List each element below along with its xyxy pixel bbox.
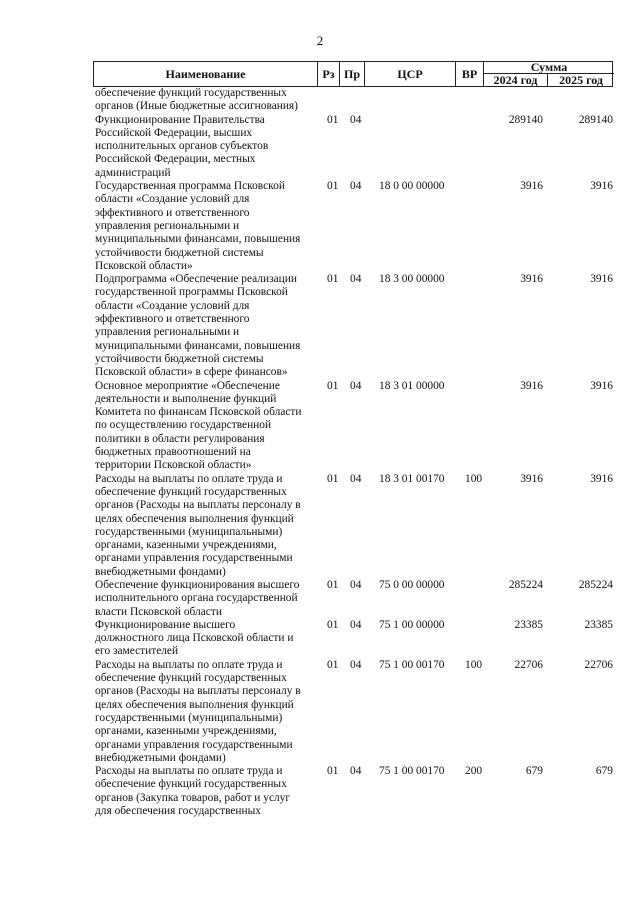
row-csr: 18 0 00 00000 — [379, 180, 445, 193]
row-name-line: Расходы на выплаты по оплате труда и — [95, 472, 283, 485]
header-vr: ВР — [456, 62, 484, 86]
row-amount-2024: 3916 — [520, 472, 543, 485]
row-rz: 01 — [327, 578, 339, 591]
row-name-line: для обеспечения государственных — [95, 805, 261, 818]
row-name-line: администраций — [95, 166, 171, 179]
row-name-line: органами управления государственными — [95, 738, 293, 751]
row-pr: 04 — [350, 618, 362, 631]
row-name-line: исполнительного органа государственной — [95, 592, 298, 605]
row-name-line: муниципальными финансами, повышения — [95, 339, 301, 352]
row-name-line: Российской Федерации, местных — [95, 153, 256, 166]
row-name-line: органами, казенными учреждениями, — [95, 539, 277, 552]
row-pr: 04 — [350, 658, 362, 671]
row-name-line: государственной программы Псковской — [95, 286, 288, 299]
row-name-line: органами управления государственными — [95, 552, 293, 565]
row-amount-2024: 22706 — [514, 658, 543, 671]
row-rz: 01 — [327, 765, 339, 778]
row-name-line: политики в области регулирования — [95, 432, 265, 445]
row-csr: 75 1 00 00170 — [379, 658, 445, 671]
row-name-line: Функционирование Правительства — [95, 113, 265, 126]
row-name-line: области «Создание условий для — [95, 193, 250, 206]
row-csr: 18 3 01 00170 — [379, 472, 445, 485]
row-csr: 18 3 01 00000 — [379, 379, 445, 392]
row-name-line: Псковской области» — [95, 259, 193, 272]
row-amount-2024: 23385 — [514, 618, 543, 631]
row-name-line: обеспечение функций государственных — [95, 672, 287, 685]
row-name-line: устойчивости бюджетной системы — [95, 246, 264, 259]
row-name-line: территории Псковской области» — [95, 459, 252, 472]
row-name-line: управления региональными и — [95, 326, 240, 339]
row-name-line: области «Создание условий для — [95, 299, 250, 312]
row-amount-2025: 22706 — [584, 658, 613, 671]
row-name-line: эффективного и ответственного — [95, 313, 250, 326]
row-name-line: бюджетных правоотношений на — [95, 446, 251, 459]
row-pr: 04 — [350, 765, 362, 778]
page-number: 2 — [316, 33, 324, 48]
row-name-line: внебюджетными фондами) — [95, 565, 226, 578]
table-row — [0, 579, 640, 619]
row-name-line: обеспечение функций государственных — [95, 485, 287, 498]
row-name-line: Основное мероприятие «Обеспечение — [95, 379, 280, 392]
row-vr: 100 — [465, 472, 483, 485]
row-rz: 01 — [327, 113, 339, 126]
row-amount-2024: 3916 — [520, 180, 543, 193]
row-name-line: государственными (муниципальными) — [95, 711, 283, 724]
row-name — [95, 619, 317, 659]
row-name — [95, 579, 317, 619]
row-name-line: должностного лица Псковской области и — [95, 632, 294, 645]
row-pr: 04 — [350, 379, 362, 392]
row-amount-2025: 285224 — [578, 578, 613, 591]
header-summa-group — [484, 62, 614, 86]
row-name-line: Расходы на выплаты по оплате труда и — [95, 658, 283, 671]
table-row — [0, 619, 640, 659]
row-amount-2025: 289140 — [578, 113, 613, 126]
row-vr: 200 — [465, 765, 483, 778]
row-amount-2024: 285224 — [508, 578, 543, 591]
row-name-line: Псковской области» в сфере финансов» — [95, 366, 288, 379]
row-name — [95, 114, 317, 180]
header-rz: Рз — [318, 62, 340, 86]
header-summa: Сумма — [484, 62, 614, 74]
row-csr: 75 1 00 00000 — [379, 618, 445, 631]
row-name-line: его заместителей — [95, 645, 179, 658]
row-amount-2025: 23385 — [584, 618, 613, 631]
row-csr: 75 0 00 00000 — [379, 578, 445, 591]
row-amount-2025: 3916 — [590, 379, 613, 392]
table-row — [0, 473, 640, 579]
table-body — [0, 87, 640, 818]
row-name-line: Функционирование высшего — [95, 618, 236, 631]
row-csr: 75 1 00 00170 — [379, 765, 445, 778]
row-name-line: Расходы на выплаты по оплате труда и — [95, 765, 283, 778]
row-amount-2025: 679 — [595, 765, 613, 778]
row-name-line: по осуществлению государственной — [95, 419, 272, 432]
row-pr: 04 — [350, 472, 362, 485]
row-name-line: органов (Закупка товаров, работ и услуг — [95, 791, 291, 804]
row-name-line: внебюджетными фондами) — [95, 751, 226, 764]
row-name-line: целях обеспечения выполнения функций — [95, 698, 294, 711]
row-name-line: исполнительных органов субъектов — [95, 140, 269, 153]
table-row — [0, 380, 640, 473]
row-amount-2024: 679 — [525, 765, 543, 778]
row-rz: 01 — [327, 273, 339, 286]
row-name-line: органов (Расходы на выплаты персоналу в — [95, 499, 301, 512]
row-rz: 01 — [327, 618, 339, 631]
row-rz: 01 — [327, 180, 339, 193]
row-name-line: органов (Иные бюджетные ассигнования) — [95, 100, 298, 113]
row-pr: 04 — [350, 180, 362, 193]
row-amount-2025: 3916 — [590, 180, 613, 193]
header-2025: 2025 год — [559, 73, 603, 87]
row-name-line: Государственная программа Псковской — [95, 180, 285, 193]
row-name-line: обеспечение функций государственных — [95, 778, 287, 791]
row-pr: 04 — [350, 113, 362, 126]
header-name: Наименование — [94, 62, 318, 86]
row-name-line: эффективного и ответственного — [95, 206, 250, 219]
row-name-line: государственными (муниципальными) — [95, 525, 283, 538]
table-row — [0, 273, 640, 379]
row-name — [95, 473, 317, 579]
row-name-line: Комитета по финансам Псковской области — [95, 406, 302, 419]
header-pr: Пр — [340, 62, 365, 86]
table-header — [93, 61, 613, 87]
row-name-line: деятельности и выполнение функций — [95, 392, 277, 405]
table-row — [0, 659, 640, 765]
row-amount-2025: 3916 — [590, 472, 613, 485]
row-name-line: Подпрограмма «Обеспечение реализации — [95, 273, 297, 286]
row-name-line: органов (Расходы на выплаты персоналу в — [95, 685, 301, 698]
header-2024: 2024 год — [484, 74, 548, 87]
row-name — [95, 180, 317, 273]
row-name-line: целях обеспечения выполнения функций — [95, 512, 294, 525]
row-rz: 01 — [327, 379, 339, 392]
row-csr: 18 3 00 00000 — [379, 273, 445, 286]
row-name — [95, 87, 317, 114]
table-row — [0, 180, 640, 273]
row-name-line: управления региональными и — [95, 219, 240, 232]
row-rz: 01 — [327, 658, 339, 671]
row-name-line: Обеспечение функционирования высшего — [95, 578, 300, 591]
table-row — [0, 114, 640, 180]
row-amount-2024: 3916 — [520, 379, 543, 392]
row-name — [95, 273, 317, 379]
row-name — [95, 659, 317, 765]
row-name-line: устойчивости бюджетной системы — [95, 352, 264, 365]
row-rz: 01 — [327, 472, 339, 485]
row-pr: 04 — [350, 273, 362, 286]
table-row — [0, 87, 640, 114]
row-name-line: Российской Федерации, высших — [95, 126, 253, 139]
row-name-line: муниципальными финансами, повышения — [95, 233, 301, 246]
row-amount-2024: 3916 — [520, 273, 543, 286]
row-pr: 04 — [350, 578, 362, 591]
row-name — [95, 380, 317, 473]
row-name-line: власти Псковской области — [95, 605, 222, 618]
table-row — [0, 765, 640, 818]
row-name — [95, 765, 317, 818]
header-csr: ЦСР — [365, 62, 456, 86]
row-name-line: обеспечение функций государственных — [95, 87, 287, 99]
row-amount-2024: 289140 — [508, 113, 543, 126]
row-name-line: органами, казенными учреждениями, — [95, 725, 277, 738]
row-vr: 100 — [465, 658, 483, 671]
row-amount-2025: 3916 — [590, 273, 613, 286]
